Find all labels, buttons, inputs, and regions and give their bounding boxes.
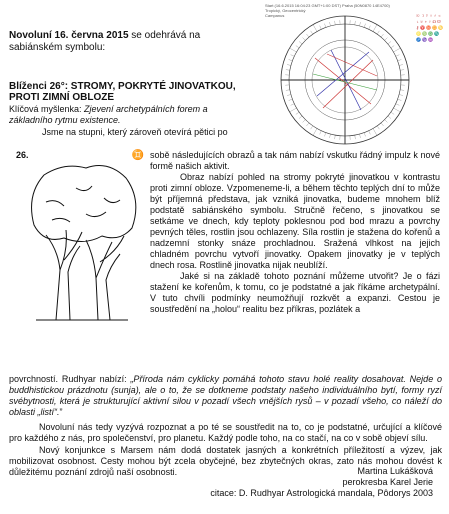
- wheel-tick: [324, 24, 325, 28]
- new-moon-date: Novoluní 16. června 2015: [9, 30, 129, 41]
- figure-number: 26.: [16, 150, 29, 160]
- wheel-tick: [364, 24, 365, 28]
- wheel-tick: [377, 126, 379, 129]
- wheel-tick: [400, 90, 404, 91]
- key-idea: [9, 104, 249, 126]
- wheel-tick: [335, 135, 336, 139]
- wheel-tick: [296, 112, 299, 114]
- column-paragraph: Obraz nabízí pohled na stromy pokryté jinovatkou v kontrastu proti zimní obloze. Vzpomeneme-li, a během těchto teplých dní to může být příjemná představa, jak vzniká jinovatka, budeme mnohem blíž podstatě sabiánského symbolu. Stručně řečeno, s jinovatkou se setkáme ve dnech, kdy teploty poklesnou pod bod mrazu a povrchy pevných těles, rostlin jsou ochlazeny. Síla rostlin je stažena do kořenů a nadzemní stonky snáze prochladnou. Sražená vlhkost na jejich chladném povrchu vytvoří jinovatky. Opakem jinovatky je v teplých dnech rosa. Rostlině jinovatka nijak neublíží.: [150, 172, 440, 270]
- wheel-tick: [355, 135, 356, 139]
- rudhyar-quote-paragraph: [9, 374, 442, 418]
- wheel-tick: [359, 134, 360, 138]
- right-column-text: [150, 150, 440, 315]
- wheel-tick: [303, 38, 306, 41]
- wheel-tick: [303, 120, 306, 123]
- key-idea-label: Klíčová myšlenka:: [9, 104, 85, 114]
- trees-drawing: [16, 150, 146, 325]
- rudhyar-quote: „Příroda nám cyklicky pomáhá tohoto stavu holé reality dosahovat. Nejde o buddhistickou prázdnotu (sunja), ale o to, že se dotkneme podstaty našeho individuálního bytí, formy ryzí svébytnosti, která je strukturující aktivní silou v pozadí všech vnějších rysů – v pozadí všeho, co náleží do oblasti „listí“.: [9, 374, 442, 417]
- wheel-tick: [287, 94, 291, 95]
- wheel-tick: [286, 70, 290, 71]
- wheel-tick: [396, 104, 400, 106]
- intro-rest: se odehrává na sabiánském symbolu:: [9, 30, 201, 53]
- wheel-tick: [385, 120, 388, 123]
- column-paragraph: Jaké si na základě tohoto poznání můžeme utvořit? Je o fázi stažení ke kořenům, k tomu, co je podstatné a jak říkáme archetypální. V tuto chvíli podmínky neumožňují rozkvět a expanzi. Cestou je soustředění na „holou“ realitu bez příkras, pozlátek a: [150, 271, 440, 314]
- signature-block: [210, 466, 433, 499]
- wheel-tick: [289, 99, 293, 100]
- horoscope-chart: [253, 0, 449, 150]
- chart-header-line3: Campanus: [265, 13, 285, 18]
- wheel-tick: [324, 133, 325, 137]
- wheel-tick: [391, 46, 394, 48]
- chart-header-line1: Start (16.6.2015 16:04:23 GMT+1:00 DST) Praha (50N0870 14E4700): [265, 3, 390, 8]
- wheel-tick: [289, 59, 293, 60]
- intro-line: [9, 30, 249, 54]
- wheel-tick: [355, 21, 356, 25]
- wheel-tick: [329, 134, 330, 138]
- wheel-tick: [306, 34, 309, 37]
- trees-illustration: [16, 150, 146, 325]
- wheel-tick: [291, 104, 295, 106]
- illustrator-credit: perokresba Karel Jerie: [342, 477, 433, 487]
- wheel-tick: [290, 108, 297, 112]
- wheel-tick: [359, 22, 360, 26]
- wheel-tick: [393, 48, 400, 52]
- citation: citace: D. Rudhyar Astrologická mandala, Pôdorys 2003: [210, 488, 433, 498]
- wheel-tick: [398, 59, 402, 60]
- wheel-tick: [391, 112, 394, 114]
- wheel-tick: [388, 116, 391, 119]
- wheel-tick: [299, 41, 302, 44]
- wheel-tick: [381, 123, 384, 126]
- wheel-tick: [320, 26, 322, 30]
- wheel-tick: [296, 46, 299, 48]
- wheel-tick: [388, 41, 391, 44]
- wheel-tick: [393, 108, 400, 112]
- wheel-tick: [364, 133, 365, 137]
- wheel-tick: [377, 31, 379, 34]
- sabian-heading: Blíženci 26°: STROMY, POKRYTÉ JINOVATKOU, PROTI ZIMNÍ OBLOZE: [9, 81, 236, 103]
- wheel-tick: [373, 128, 377, 135]
- wheel-tick: [335, 21, 336, 25]
- wheel-tick: [399, 64, 403, 65]
- wheel-tick: [291, 55, 295, 57]
- gemini-glyph: ♊: [131, 150, 144, 161]
- paragraph-1: Jsme na stupni, který zároveň otevírá pětici po: [42, 127, 228, 137]
- wheel-tick: [399, 94, 403, 95]
- wheel-tick: [396, 55, 400, 57]
- author-name: Martina Lukášková: [357, 466, 433, 476]
- quote-close: ”: [59, 407, 63, 417]
- key-idea-text: Zjevení archetypálních forem a základního rytmu existence.: [9, 104, 208, 125]
- wheel-tick: [398, 99, 402, 100]
- mars-paragraph: Nový konjunkce s Marsem nám dodá dostatek jasných a konkrétních příležitostí a výzev, jak mobilizovat osobnost. Cesty mohou být zcela obyčejné, bez zbytečných okras, zato nás mohou dovést k důležitému poznání zdrojů naší osobnosti.: [9, 445, 442, 477]
- chart-header-line2: Tropický, Geocentrický: [265, 8, 306, 13]
- wheel-tick: [385, 38, 388, 41]
- wheel-tick: [329, 22, 330, 26]
- wheel-tick: [373, 25, 377, 32]
- wheel-tick: [381, 34, 384, 37]
- wheel-tick: [320, 131, 322, 135]
- wheel-tick: [311, 126, 313, 129]
- wheel-tick: [287, 64, 291, 65]
- quote-intro: povrchností. Rudhyar nabízí:: [9, 374, 131, 384]
- wheel-tick: [369, 131, 371, 135]
- wheel-tick: [313, 25, 317, 32]
- new-moon-paragraph: Novoluní nás tedy vyzývá rozpoznat a po té se soustředit na to, co je podstatné, určující a klíčové pro každého z nás, pro společenství, pro planetu. Každý podle toho, na co stačí, na co v sobě objeví sílu.: [9, 422, 442, 443]
- wheel-tick: [299, 116, 302, 119]
- wheel-tick: [290, 48, 297, 52]
- chart-planet-list: ☉ ☽ ☿ ♀ ♂ ♃ ♄ ♅ ♆ ♇ ☊ ☋ ⚷ ♈ ♉ ♊ ♋ ♌ ♍ ♎ ♏ ♐ ♑ ♒: [416, 13, 444, 42]
- wheel-tick: [306, 123, 309, 126]
- column-paragraph: sobě následujících obrazů a tak nám nabízí vskutku řádný impulz k nové formě našich aktivit.: [150, 150, 440, 171]
- wheel-tick: [400, 70, 404, 71]
- wheel-tick: [313, 128, 317, 135]
- wheel-tick: [286, 90, 290, 91]
- wheel-tick: [311, 31, 313, 34]
- wheel-tick: [369, 26, 371, 30]
